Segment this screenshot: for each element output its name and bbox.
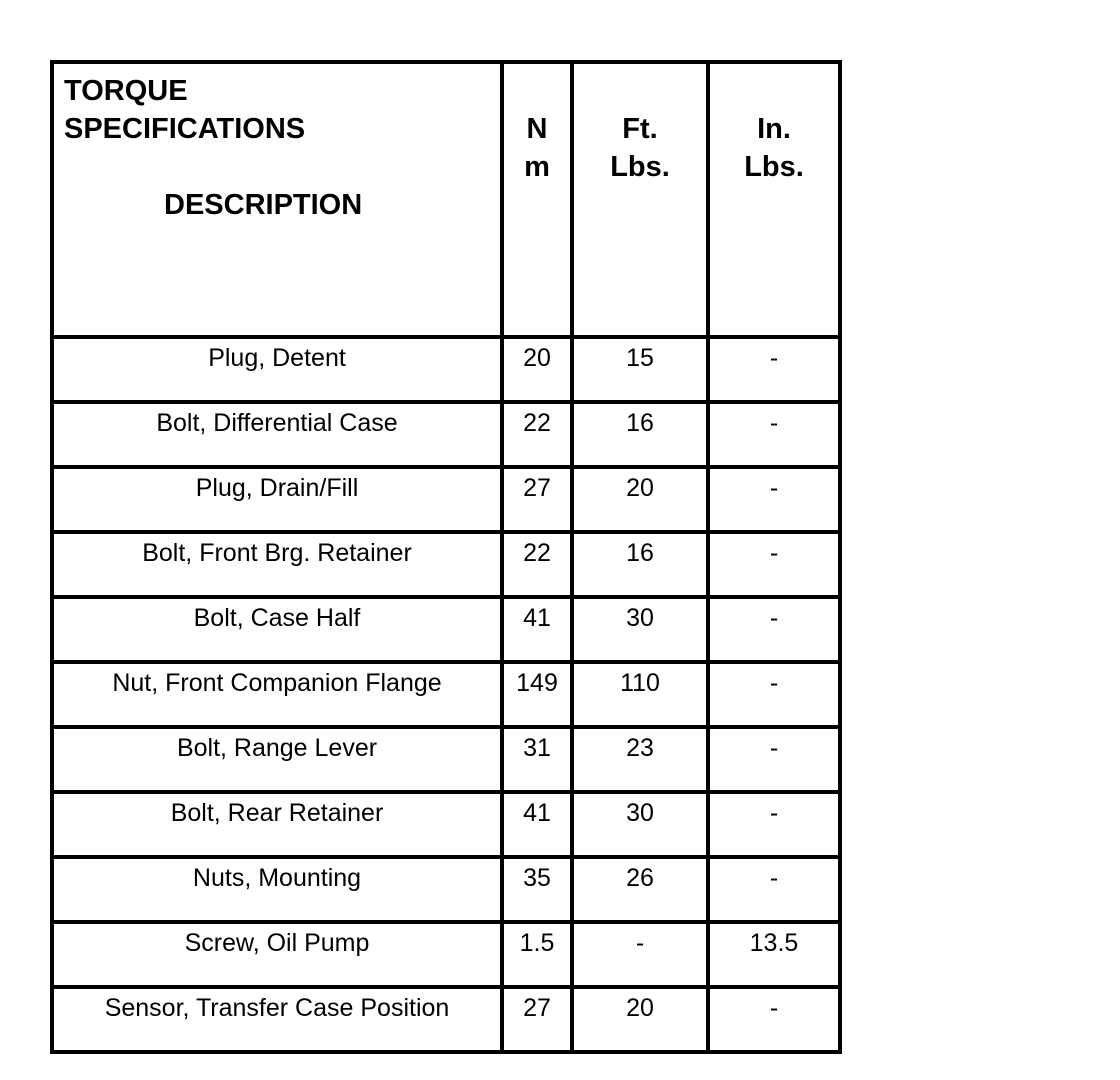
in-lbs-cell: - bbox=[708, 662, 840, 727]
header-ftlbs-cell bbox=[572, 62, 708, 337]
nm-cell: 27 bbox=[502, 467, 572, 532]
table-body bbox=[52, 337, 840, 1052]
nm-cell: 27 bbox=[502, 987, 572, 1052]
table-row bbox=[52, 857, 840, 922]
description-cell: Screw, Oil Pump bbox=[52, 922, 502, 987]
ft-lbs-cell: 20 bbox=[572, 467, 708, 532]
in-lbs-cell: - bbox=[708, 337, 840, 402]
table-row bbox=[52, 727, 840, 792]
ft-lbs-cell: 30 bbox=[572, 597, 708, 662]
torque-specifications-table bbox=[50, 60, 842, 1054]
ft-lbs-cell: 20 bbox=[572, 987, 708, 1052]
in-lbs-cell: - bbox=[708, 857, 840, 922]
table-row bbox=[52, 532, 840, 597]
table-row bbox=[52, 337, 840, 402]
in-lbs-cell: - bbox=[708, 727, 840, 792]
description-cell: Bolt, Front Brg. Retainer bbox=[52, 532, 502, 597]
header-nm-line1: N bbox=[526, 113, 548, 145]
nm-cell: 149 bbox=[502, 662, 572, 727]
nm-cell: 31 bbox=[502, 727, 572, 792]
ft-lbs-cell: 30 bbox=[572, 792, 708, 857]
table-row bbox=[52, 467, 840, 532]
header-inlbs-cell bbox=[708, 62, 840, 337]
description-cell: Plug, Drain/Fill bbox=[52, 467, 502, 532]
table-row bbox=[52, 792, 840, 857]
in-lbs-cell: - bbox=[708, 597, 840, 662]
header-ftlbs-line1: Ft. bbox=[622, 113, 658, 145]
in-lbs-cell: - bbox=[708, 792, 840, 857]
table-row bbox=[52, 922, 840, 987]
nm-cell: 22 bbox=[502, 402, 572, 467]
description-cell: Bolt, Rear Retainer bbox=[52, 792, 502, 857]
nm-cell: 41 bbox=[502, 597, 572, 662]
in-lbs-cell: - bbox=[708, 402, 840, 467]
table-row bbox=[52, 597, 840, 662]
description-cell: Sensor, Transfer Case Position bbox=[52, 987, 502, 1052]
description-cell: Bolt, Differential Case bbox=[52, 402, 502, 467]
table-row bbox=[52, 402, 840, 467]
description-cell: Nuts, Mounting bbox=[52, 857, 502, 922]
header-description-label: DESCRIPTION bbox=[164, 189, 363, 221]
table-row bbox=[52, 662, 840, 727]
header-ftlbs-line2: Lbs. bbox=[610, 151, 670, 183]
ft-lbs-cell: 110 bbox=[572, 662, 708, 727]
ft-lbs-cell: 15 bbox=[572, 337, 708, 402]
description-cell: Nut, Front Companion Flange bbox=[52, 662, 502, 727]
in-lbs-cell: - bbox=[708, 467, 840, 532]
nm-cell: 20 bbox=[502, 337, 572, 402]
nm-cell: 22 bbox=[502, 532, 572, 597]
table-header bbox=[52, 62, 840, 337]
description-cell: Bolt, Case Half bbox=[52, 597, 502, 662]
in-lbs-cell: - bbox=[708, 532, 840, 597]
description-cell: Plug, Detent bbox=[52, 337, 502, 402]
in-lbs-cell: 13.5 bbox=[708, 922, 840, 987]
in-lbs-cell: - bbox=[708, 987, 840, 1052]
description-cell: Bolt, Range Lever bbox=[52, 727, 502, 792]
ft-lbs-cell: 16 bbox=[572, 532, 708, 597]
header-row bbox=[52, 62, 840, 337]
header-nm-cell bbox=[502, 62, 572, 337]
nm-cell: 35 bbox=[502, 857, 572, 922]
header-title-line1: TORQUE bbox=[64, 75, 188, 107]
header-title-line2: SPECIFICATIONS bbox=[64, 113, 306, 145]
header-description-cell bbox=[52, 62, 502, 337]
table-row bbox=[52, 987, 840, 1052]
header-nm-line2: m bbox=[524, 151, 550, 183]
nm-cell: 1.5 bbox=[502, 922, 572, 987]
ft-lbs-cell: 26 bbox=[572, 857, 708, 922]
ft-lbs-cell: 16 bbox=[572, 402, 708, 467]
header-inlbs-line1: In. bbox=[757, 113, 791, 145]
header-inlbs-line2: Lbs. bbox=[744, 151, 804, 183]
nm-cell: 41 bbox=[502, 792, 572, 857]
ft-lbs-cell: - bbox=[572, 922, 708, 987]
ft-lbs-cell: 23 bbox=[572, 727, 708, 792]
